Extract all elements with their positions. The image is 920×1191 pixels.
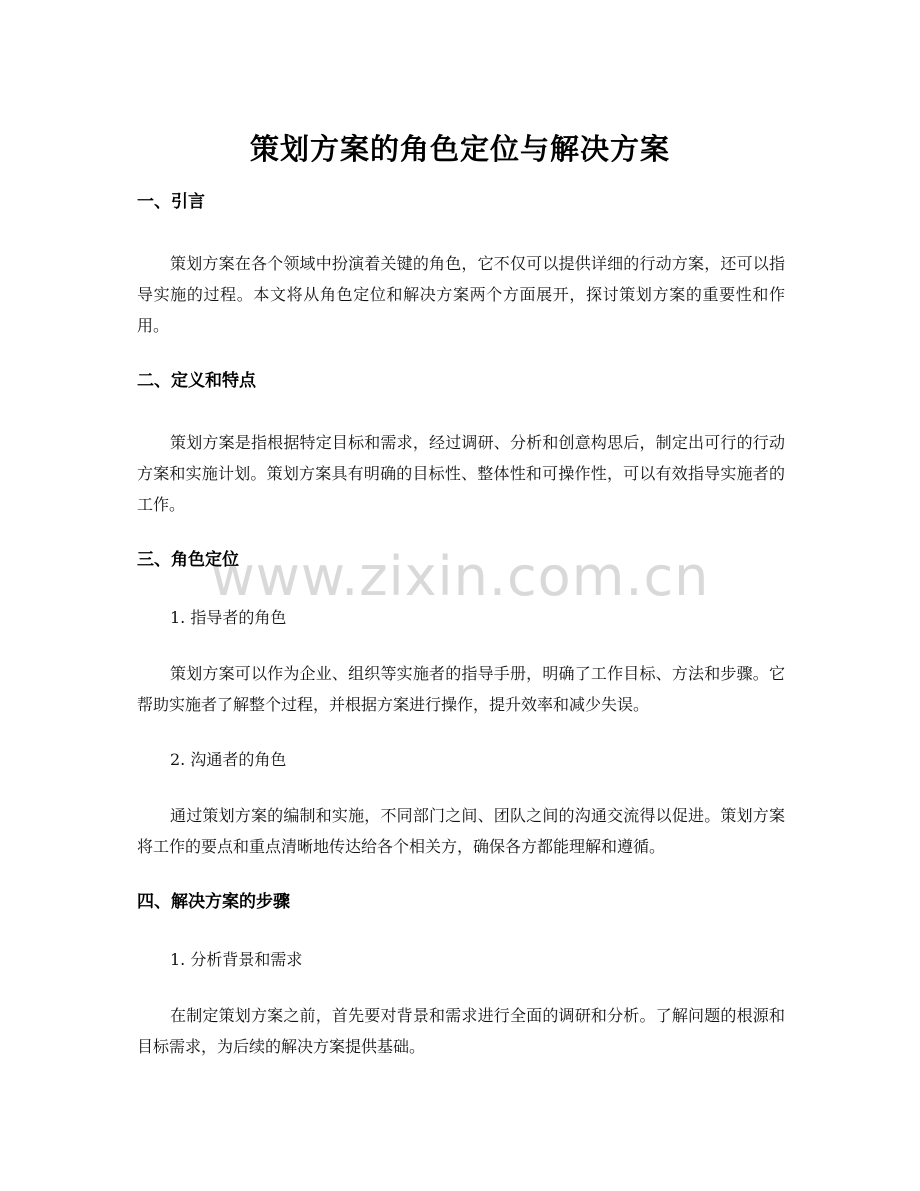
watermark: www.zixin.com.cn <box>210 545 710 608</box>
page-title: 策划方案的角色定位与解决方案 <box>249 132 670 167</box>
paragraph-role-communicator: 通过策划方案的编制和实施，不同部门之间、团队之间的沟通交流得以促进。策划方案将工作的要点和重点清晰地传达给各个相关方，确保各方都能理解和遵循。 <box>137 806 785 856</box>
paragraph-definition: 策划方案是指根据特定目标和需求，经过调研、分析和创意构思后，制定出可行的行动方案和实施计划。策划方案具有明确的目标性、整体性和可操作性，可以有效指导实施者的工作。 <box>137 433 785 514</box>
section-heading-intro: 一、引言 <box>137 192 205 212</box>
subheading-role-communicator: 2. 沟通者的角色 <box>170 750 287 769</box>
subheading-role-guide: 1. 指导者的角色 <box>170 608 287 627</box>
subheading-step-analysis: 1. 分析背景和需求 <box>170 950 303 969</box>
section-heading-roles: 三、角色定位 <box>137 550 239 570</box>
paragraph-role-guide: 策划方案可以作为企业、组织等实施者的指导手册，明确了工作目标、方法和步骤。它帮助实施者了解整个过程，并根据方案进行操作，提升效率和减少失误。 <box>137 664 785 714</box>
section-heading-steps: 四、解决方案的步骤 <box>137 892 290 912</box>
document-body <box>137 190 785 1062</box>
section-heading-definition: 二、定义和特点 <box>137 371 256 391</box>
paragraph-intro: 策划方案在各个领域中扮演着关键的角色，它不仅可以提供详细的行动方案，还可以指导实施的过程。本文将从角色定位和解决方案两个方面展开，探讨策划方案的重要性和作用。 <box>137 254 785 335</box>
paragraph-step-analysis: 在制定策划方案之前，首先要对背景和需求进行全面的调研和分析。了解问题的根源和目标需求，为后续的解决方案提供基础。 <box>137 1006 785 1056</box>
